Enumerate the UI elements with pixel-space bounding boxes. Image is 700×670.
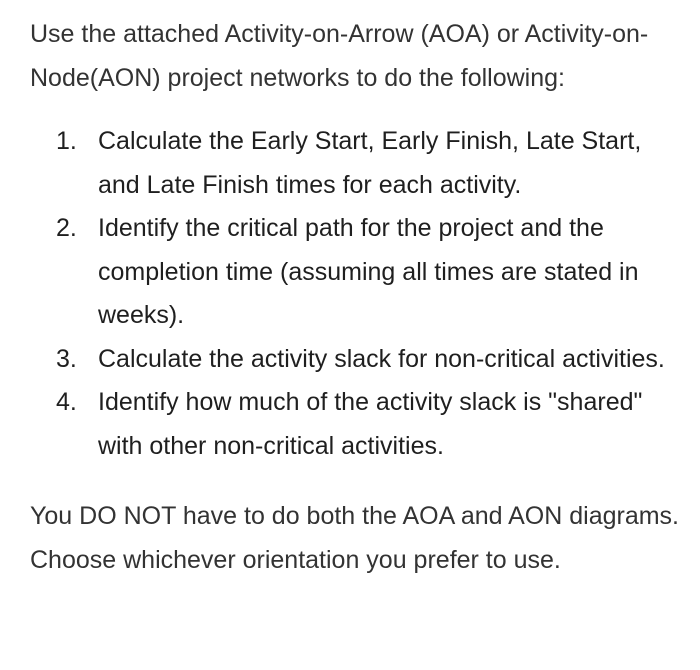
list-item — [30, 207, 680, 338]
intro-paragraph: Use the attached Activity-on-Arrow (AOA) or Activity-on-Node(AON) project networks to do the following: — [30, 20, 649, 92]
list-item-number: 4. — [56, 388, 77, 416]
list-item-number: 3. — [56, 344, 77, 373]
document-body — [30, 12, 680, 582]
list-item-text: Calculate the Early Start, Early Finish, Late Start, and Late Finish times for each activity. — [98, 127, 642, 199]
list-item-text: Identify how much of the activity slack is "shared" with other non-critical activities. — [98, 388, 643, 460]
closing-paragraph: You DO NOT have to do both the AOA and AON diagrams. Choose whichever orientation you prefer to use. — [30, 502, 679, 574]
list-item-text: Calculate the activity slack for non-critical activities. — [98, 344, 665, 373]
list-item-text: Identify the critical path for the project and the completion time (assuming all times are stated in weeks). — [98, 214, 639, 329]
list-item — [30, 120, 680, 207]
list-item-number: 1. — [56, 127, 77, 155]
list-item — [30, 338, 680, 382]
list-item — [30, 381, 680, 468]
task-list — [30, 120, 680, 468]
list-item-number: 2. — [56, 214, 77, 242]
